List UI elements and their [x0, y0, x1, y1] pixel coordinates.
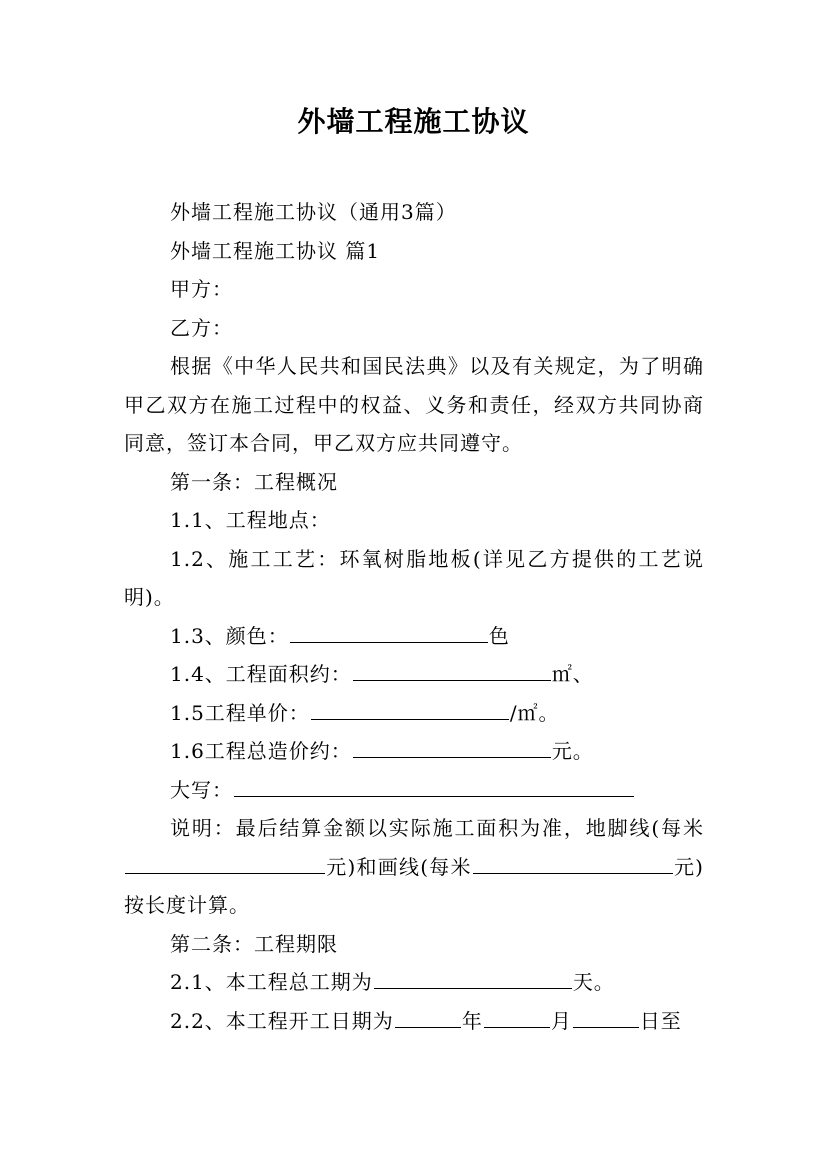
paragraph-article-1-heading: 第一条：工程概况 [170, 469, 338, 494]
year-label: 年 [461, 1008, 483, 1033]
paragraph-1-6-total-price [124, 732, 704, 771]
paragraph-1-5-suffix: /㎡。 [509, 700, 560, 725]
paragraph-amount-in-words [124, 771, 704, 810]
paragraph-1-3-label: 1.3、颜色： [170, 623, 289, 648]
paragraph-1-3-color [124, 617, 704, 656]
paragraph-2-1-suffix: 天。 [572, 970, 615, 994]
color-blank-line [290, 620, 488, 643]
settlement-note-part-1: 说明：最后结算金额以实际施工面积为准，地脚线(每米 [170, 816, 704, 840]
paragraph-section-heading: 外墙工程施工协议 篇1 [170, 238, 381, 263]
skirting-price-blank-line [125, 851, 325, 874]
paragraph-party-a: 甲方： [170, 277, 233, 301]
year-blank-line [395, 1005, 461, 1028]
paragraph-1-6-label: 1.6工程总造价约： [170, 739, 352, 763]
paragraph-settlement-note [124, 809, 704, 925]
settlement-note-part-3: 元)按长度计算。 [124, 854, 704, 917]
paragraph-1-2-process: 1.2、施工工艺：环氧树脂地板(详见乙方提供的工艺说明)。 [124, 546, 704, 609]
month-label: 月 [550, 1008, 572, 1033]
paragraph-1-4-area [124, 655, 704, 694]
paragraph-2-1-label: 2.1、本工程总工期为 [170, 970, 373, 994]
line-marking-price-blank-line [473, 851, 673, 874]
document-body [124, 193, 704, 1040]
paragraph-2-2-start-date [124, 1002, 704, 1041]
paragraph-1-6-suffix: 元。 [551, 739, 594, 763]
paragraph-1-5-unit-price [124, 694, 704, 733]
day-to-label: 日至 [639, 1008, 682, 1033]
month-blank-line [484, 1005, 550, 1028]
unit-price-blank-line [311, 697, 509, 720]
settlement-note-part-2: 元)和画线(每米 [326, 854, 472, 879]
document-title: 外墙工程施工协议 [297, 105, 530, 138]
total-price-blank-line [353, 735, 551, 758]
paragraph-1-3-suffix: 色 [488, 623, 510, 648]
paragraph-2-1-duration [124, 963, 704, 1002]
paragraph-preamble: 根据《中华人民共和国民法典》以及有关规定，为了明确甲乙双方在施工过程中的权益、义务和责任，经双方共同协商同意，签订本合同，甲乙双方应共同遵守。 [124, 354, 704, 455]
day-blank-line [573, 1005, 639, 1028]
paragraph-1-4-label: 1.4、工程面积约： [170, 662, 352, 686]
paragraph-party-b: 乙方： [170, 315, 233, 340]
area-blank-line [353, 658, 551, 681]
paragraph-2-2-label: 2.2、本工程开工日期为 [170, 1008, 394, 1033]
paragraph-1-1-location: 1.1、工程地点： [170, 508, 331, 532]
paragraph-1-4-suffix: ㎡、 [551, 662, 594, 686]
paragraph-1-5-label: 1.5工程单价： [170, 700, 310, 725]
paragraph-subtitle: 外墙工程施工协议（通用3篇） [170, 200, 457, 224]
amount-in-words-blank-line [234, 774, 634, 797]
paragraph-article-2-heading: 第二条：工程期限 [170, 931, 338, 956]
duration-blank-line [374, 966, 572, 989]
amount-in-words-label: 大写： [170, 777, 233, 802]
